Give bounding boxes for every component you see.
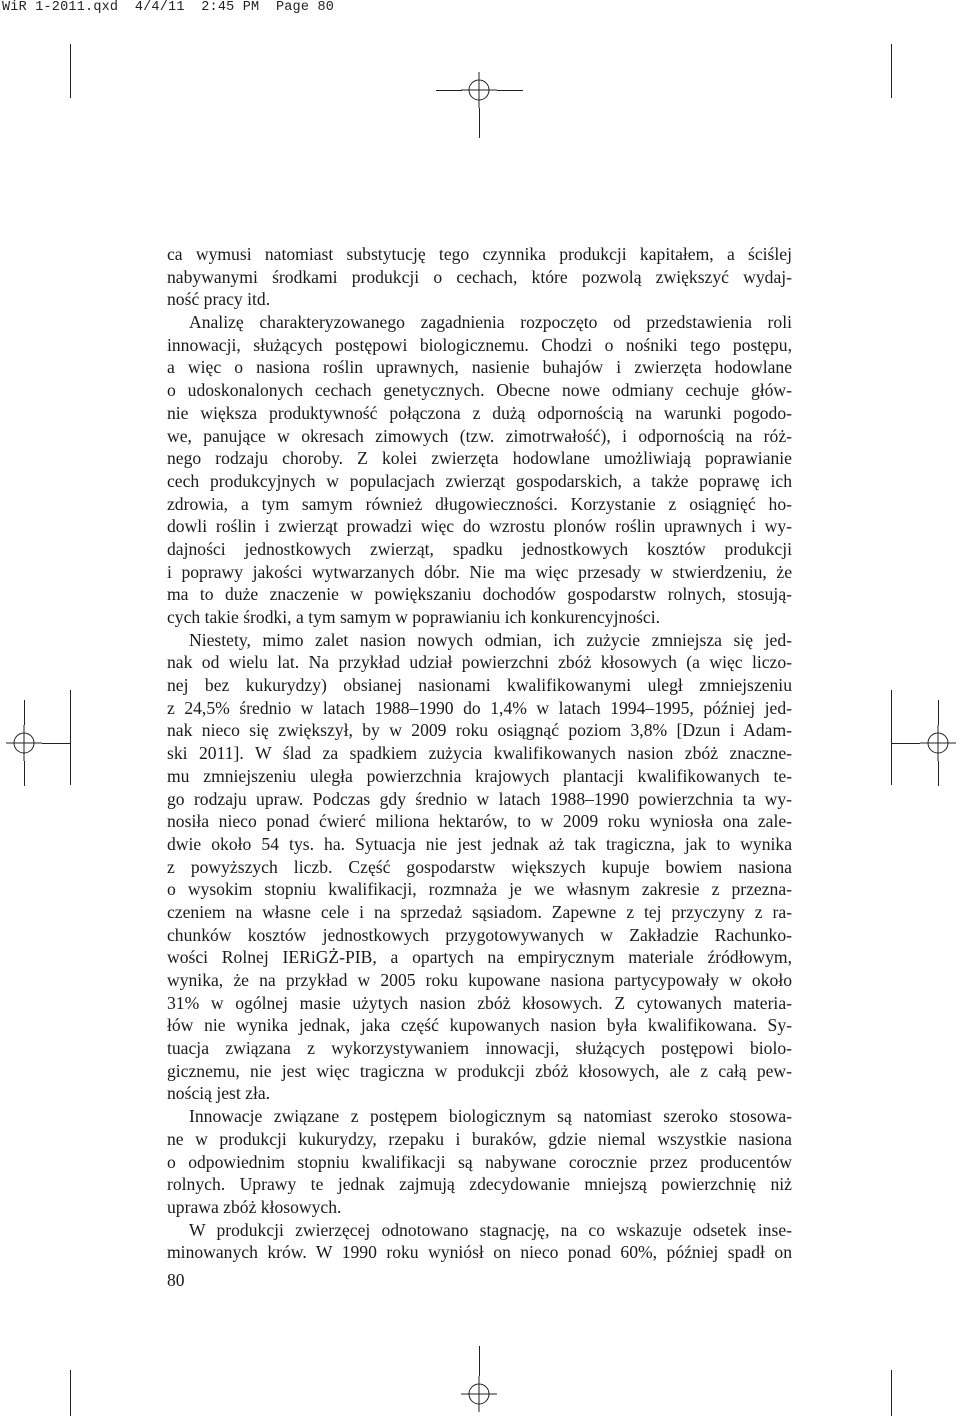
text-line: uprawa zbóż kłosowych. xyxy=(167,1196,342,1217)
text-line: ność pracy itd. xyxy=(167,289,271,310)
registration-tick-left-down xyxy=(24,761,25,786)
text-line: czeniem na własne cele i na sprzedaż sąsiadom. Zapewne z tej przyczyny z ra- xyxy=(167,901,792,922)
registration-tick-right-left xyxy=(892,743,920,744)
text-line: nością jest zła. xyxy=(167,1083,271,1104)
page-number: 80 xyxy=(167,1270,185,1290)
text-line: gicznemu, nie jest więc tragiczna w produkcji zbóż kłosowych, ale z całą pew- xyxy=(167,1060,792,1081)
registration-mark-icon xyxy=(920,725,956,761)
text-line: cech produkcyjnych w populacjach zwierząt gospodarskich, a także poprawę ich xyxy=(167,470,792,491)
text-line: Innowacje związane z postępem biologicznym są natomiast szeroko stosowa- xyxy=(189,1106,792,1127)
text-line: ne w produkcji kukurydzy, rzepaku i buraków, gdzie niemal wszystkie nasiona xyxy=(167,1128,792,1149)
crop-mark-right-middle xyxy=(891,690,892,785)
body-text xyxy=(167,243,792,1264)
text-line: wynika, że na przykład w 2005 roku kupowane nasiona partycypowały w około xyxy=(167,970,792,990)
crop-mark-bottom-right xyxy=(891,1370,892,1416)
text-line: z powyższych liczb. Część gospodarstw większych kupuje bowiem nasiona xyxy=(167,856,792,877)
registration-mark-icon xyxy=(461,72,497,108)
text-line: nej bez kukurydzy) obsianej nasionami kwalifikowanymi uległ zmniejszeniu xyxy=(167,675,792,696)
crop-mark-top-right xyxy=(891,44,892,98)
text-line: nak od wielu lat. Na przykład udział powierzchni zbóż kłosowych (a więc liczo- xyxy=(167,652,792,673)
registration-tick-right-down xyxy=(938,761,939,786)
registration-mark-icon xyxy=(6,725,42,761)
registration-tick-top-right xyxy=(497,90,523,91)
text-line: mu zmniejszeniu uległa powierzchnia krajowych plantacji kwalifikowanych te- xyxy=(167,765,792,786)
text-line: go rodzaju upraw. Podczas gdy średnio w latach 1988–1990 powierzchnia ta wy- xyxy=(167,788,792,809)
prepress-slug: WiR 1-2011.qxd 4/4/11 2:45 PM Page 80 xyxy=(2,0,335,15)
text-line: Niestety, mimo zalet nasion nowych odmian, ich zużycie zmniejsza się jed- xyxy=(189,629,792,650)
text-line: cych takie środki, a tym samym w poprawianiu ich konkurencyjności. xyxy=(167,607,660,627)
registration-tick-top-left xyxy=(436,90,462,91)
text-line: Analizę charakteryzowanego zagadnienia rozpoczęto od przedstawienia roli xyxy=(189,312,792,333)
registration-mark-icon xyxy=(461,1376,497,1412)
text-line: nego rodzaju choroby. Z kolei zwierzęta hodowlane umożliwiają poprawianie xyxy=(167,448,792,469)
text-line: dwie około 54 tys. ha. Sytuacja nie jest jednak aż tak tragiczna, jak to wynika xyxy=(167,833,792,854)
crop-mark-bottom-left xyxy=(70,1370,71,1416)
text-line: o udoskonalonych cechach genetycznych. Obecne nowe odmiany cechuje głów- xyxy=(167,380,792,401)
text-line: we, panujące w okresach zimowych (tzw. zimotrwałość), i odpornością na róż- xyxy=(167,425,792,446)
registration-tick-bottom-up xyxy=(479,1346,480,1376)
text-line: o odpowiednim stopniu kwalifikacji są nabywane corocznie przez producentów xyxy=(167,1151,792,1172)
text-line: a więc o nasiona roślin uprawnych, nasienie buhajów i zwierzęta hodowlane xyxy=(167,357,792,378)
text-line: zdrowia, a tym samym również długowieczności. Korzystanie z osiągnięć ho- xyxy=(167,493,792,514)
text-line: o wysokim stopniu kwalifikacji, rozmnaża je we własnym zakresie z przezna- xyxy=(167,879,792,900)
text-line: nabywanymi środkami produkcji o cechach, które pozwolą zwiększyć wydaj- xyxy=(167,266,792,287)
text-line: ca wymusi natomiast substytucję tego czynnika produkcji kapitałem, a ściślej xyxy=(167,244,792,264)
text-line: wości Rolnej IERiGŻ-PIB, a opartych na empirycznym materiale źródłowym, xyxy=(167,947,792,968)
text-line: ski 2011]. W ślad za spadkiem zużycia kwalifikowanych nasion zbóż znaczne- xyxy=(167,743,792,764)
text-line: innowacji, służących postępowi biologicznemu. Chodzi o nośniki tego postępu, xyxy=(167,334,792,355)
registration-tick-left-right xyxy=(42,743,70,744)
registration-tick-left-up xyxy=(24,700,25,725)
text-line: dowli roślin i zwierząt prowadzi więc do wzrostu plonów roślin uprawnych i wy- xyxy=(167,516,792,537)
text-line: nosiła nieco ponad ćwierć miliona hektarów, to w 2009 roku wyniosła ona zale- xyxy=(167,811,792,832)
text-line: i poprawy jakości wytwarzanych dóbr. Nie ma więc przesady w stwierdzeniu, że xyxy=(167,561,792,582)
text-line: W produkcji zwierzęcej odnotowano stagnację, na co wskazuje odsetek inse- xyxy=(189,1219,792,1240)
text-line: tuacja związana z wykorzystywaniem innowacji, służących postępowi biolo- xyxy=(167,1038,792,1059)
registration-tick-right-up xyxy=(938,700,939,725)
text-line: minowanych krów. W 1990 roku wyniósł on nieco ponad 60%, później spadł on xyxy=(167,1242,792,1263)
crop-mark-top-left xyxy=(70,44,71,98)
text-line: ma to duże znaczenie w powiększaniu dochodów gospodarstw rolnych, stosują- xyxy=(167,584,792,605)
text-line: chunków kosztów jednostkowych przygotowywanych w Zakładzie Rachunko- xyxy=(167,924,792,945)
text-line: nie większa produktywność połączona z dużą odpornością na warunki pogodo- xyxy=(167,402,792,423)
text-line: dajności jednostkowych zwierząt, spadku jednostkowych kosztów produkcji xyxy=(167,538,792,559)
text-line: nak nieco się zwiększył, by w 2009 roku osiągnąć poziom 3,8% [Dzun i Adam- xyxy=(167,720,792,741)
crop-mark-left-middle xyxy=(70,690,71,785)
text-line: 31% w ogólnej masie użytych nasion zbóż kłosowych. Z cytowanych materia- xyxy=(167,992,792,1013)
text-line: łów nie wynika jednak, jaka część kupowanych nasion była kwalifikowana. Sy- xyxy=(167,1015,792,1036)
registration-tick-top-down xyxy=(479,108,480,138)
text-line: rolnych. Uprawy te jednak zajmują zdecydowanie mniejszą powierzchnię niż xyxy=(167,1174,792,1195)
text-line: z 24,5% średnio w latach 1988–1990 do 1,4% w latach 1994–1995, później jed- xyxy=(167,697,792,718)
